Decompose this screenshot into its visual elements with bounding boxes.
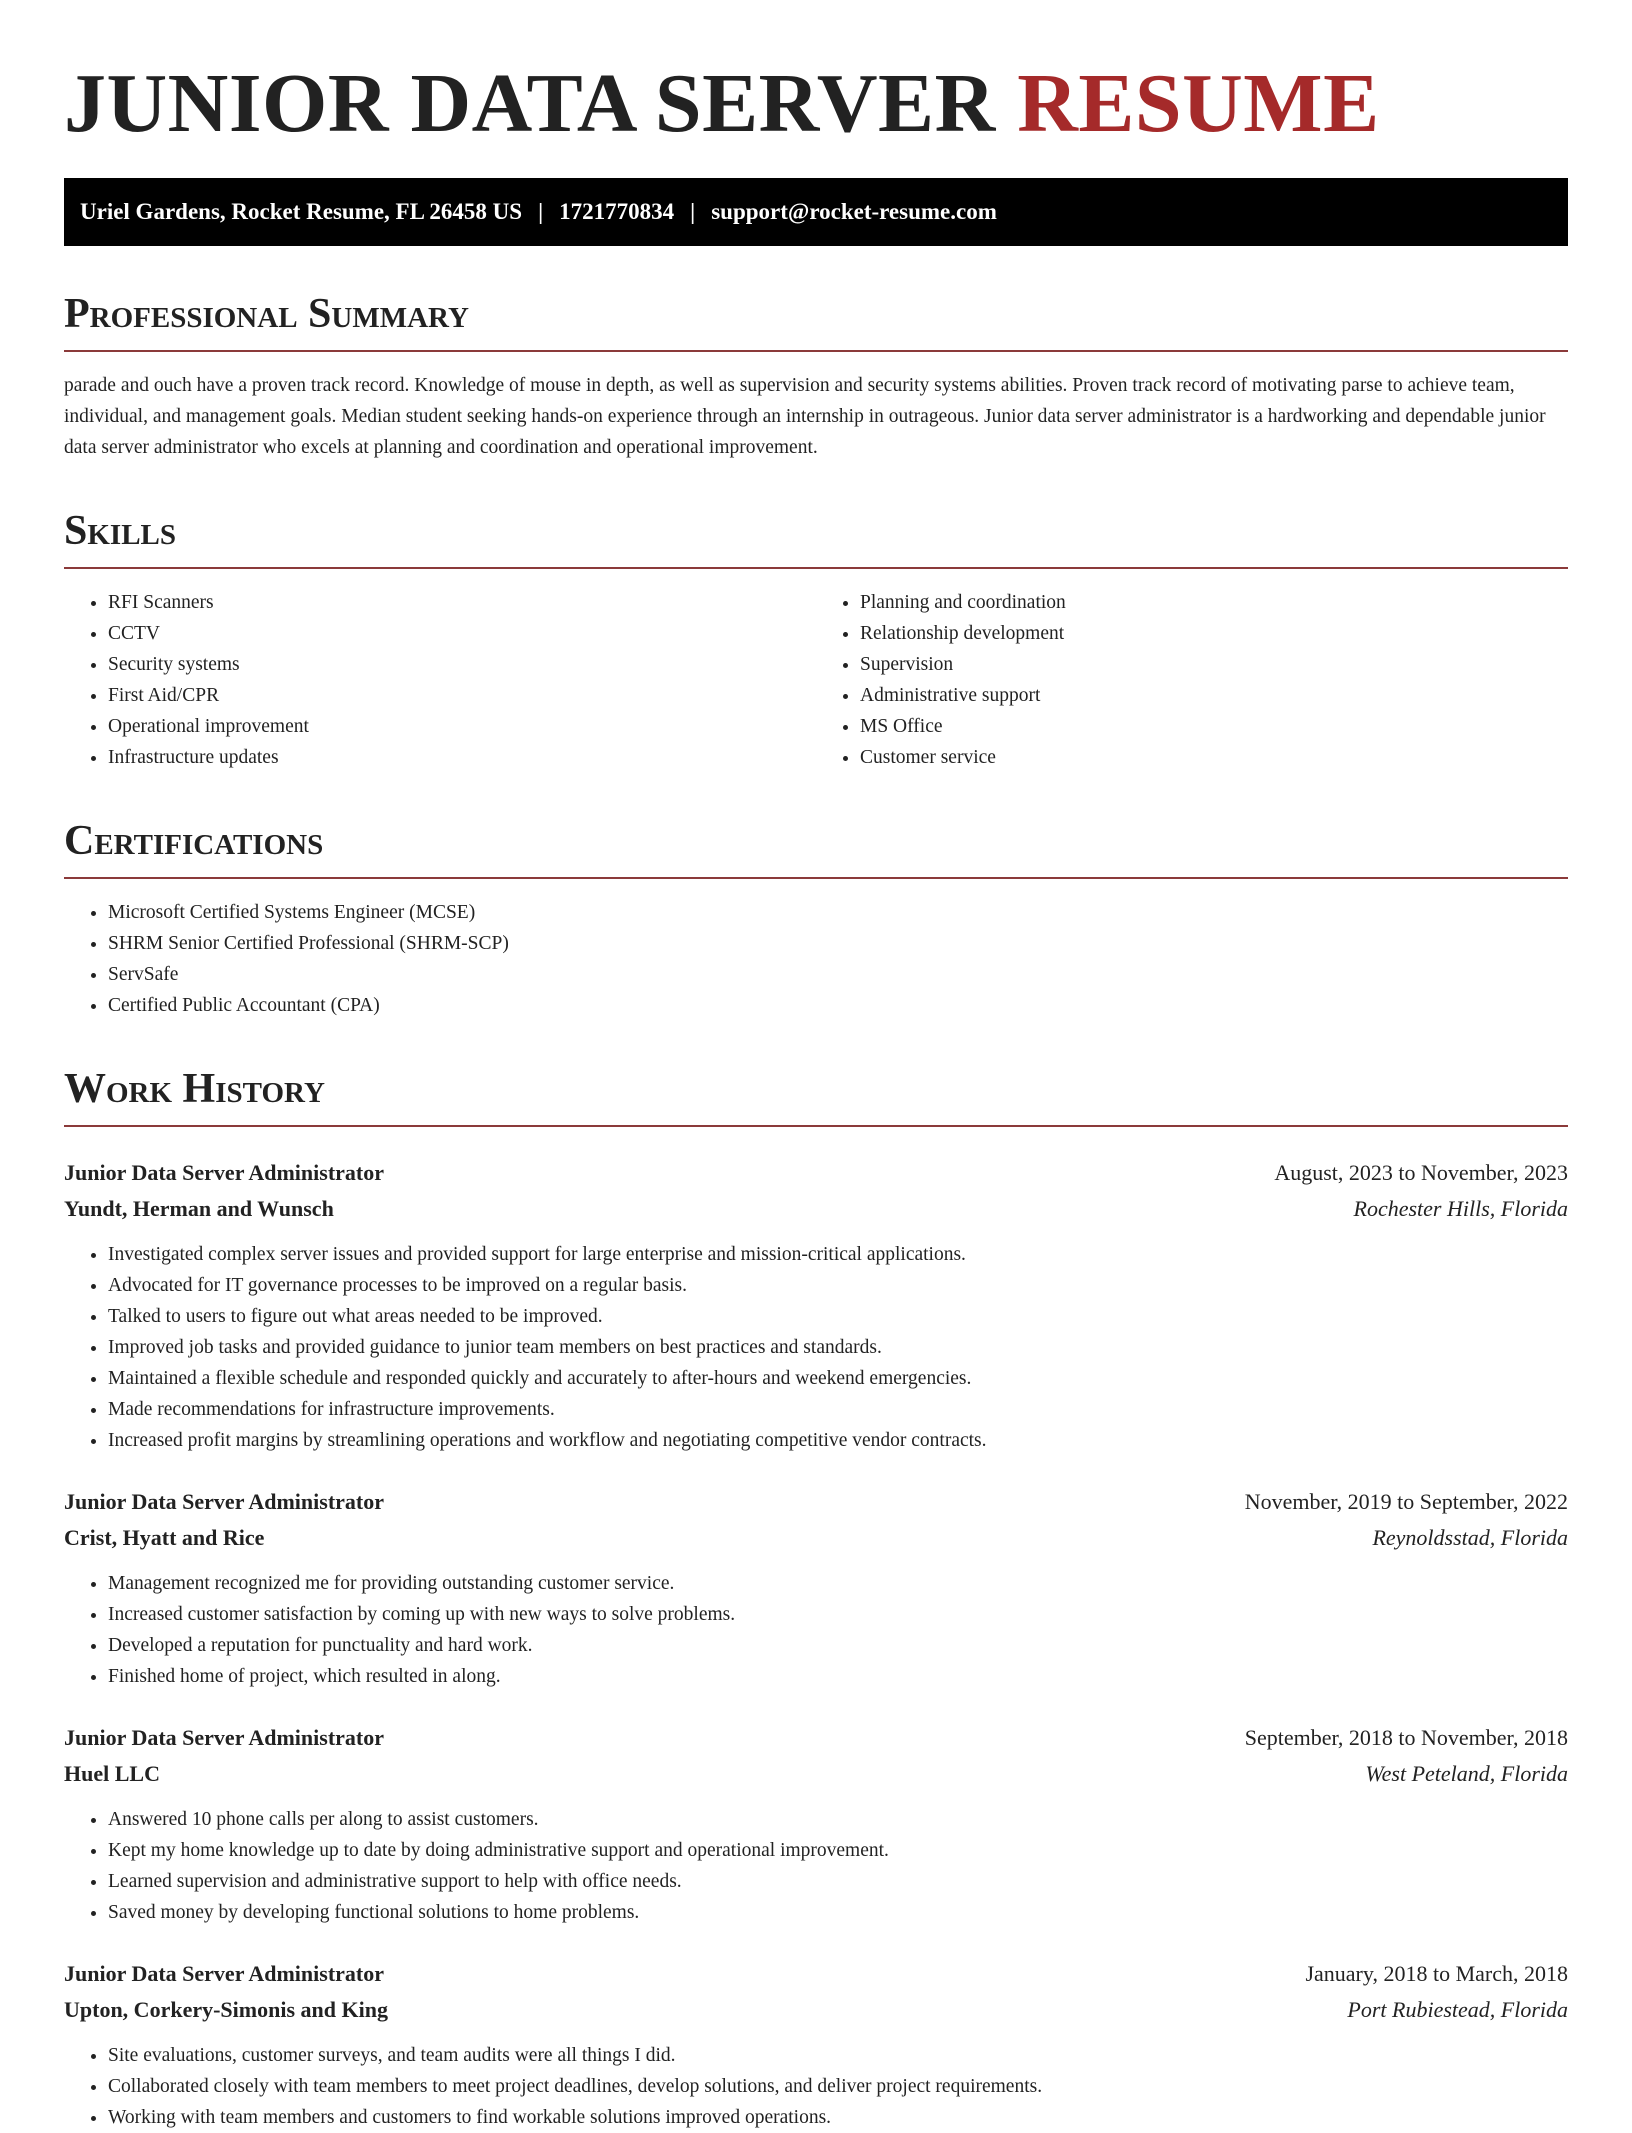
job-bullet: • Maintained a flexible schedule and responded quickly and accurately to after-hours and weekend emergencies. [108, 1363, 1568, 1394]
job-company: Huel LLC [64, 1761, 160, 1786]
skill-item: • Relationship development [860, 618, 1568, 649]
job-location: Reynoldsstad, Florida [1372, 1525, 1568, 1550]
job-company: Yundt, Herman and Wunsch [64, 1196, 334, 1221]
job-header-row [64, 1720, 1568, 1756]
work-history-heading: Work History [64, 1065, 1568, 1127]
certifications-list [64, 897, 1568, 1021]
title-main: JUNIOR DATA SERVER [64, 57, 996, 150]
skill-item: • Administrative support [860, 680, 1568, 711]
job-bullet: • Increased customer satisfaction by coming up with new ways to solve problems. [108, 1599, 1568, 1630]
job-company: Crist, Hyatt and Rice [64, 1525, 265, 1550]
job-title: Junior Data Server Administrator [64, 1961, 384, 1986]
job-bullet: • Learned supervision and administrative support to help with office needs. [108, 1866, 1568, 1897]
job-company-row [64, 1191, 1568, 1227]
job-bullet: • Answered 10 phone calls per along to assist customers. [108, 1804, 1568, 1835]
skill-item: • Infrastructure updates [108, 742, 816, 773]
contact-address: Uriel Gardens, Rocket Resume, FL 26458 US [80, 199, 523, 224]
job-title: Junior Data Server Administrator [64, 1160, 384, 1185]
job-bullets [64, 2040, 1568, 2133]
certification-item: • Certified Public Accountant (CPA) [108, 990, 1568, 1021]
skill-item: • RFI Scanners [108, 587, 816, 618]
job-location: West Peteland, Florida [1365, 1761, 1568, 1786]
job-bullets [64, 1804, 1568, 1928]
job-bullet: • Working with team members and customers to find workable solutions improved operations. [108, 2102, 1568, 2133]
job-dates: August, 2023 to November, 2023 [1274, 1160, 1568, 1185]
skill-item: • CCTV [108, 618, 816, 649]
job-header-row [64, 1956, 1568, 1992]
certification-item: • Microsoft Certified Systems Engineer (MCSE) [108, 897, 1568, 928]
skill-item: • First Aid/CPR [108, 680, 816, 711]
certification-item: • ServSafe [108, 959, 1568, 990]
job-bullet: • Advocated for IT governance processes to be improved on a regular basis. [108, 1270, 1568, 1301]
job-bullet: • Collaborated closely with team members to meet project deadlines, develop solutions, and deliver project requirements. [108, 2071, 1568, 2102]
job-header-row [64, 1484, 1568, 1520]
certifications-heading: Certifications [64, 817, 1568, 879]
job-dates: January, 2018 to March, 2018 [1305, 1961, 1568, 1986]
job-dates: September, 2018 to November, 2018 [1244, 1725, 1568, 1750]
contact-separator: | [538, 199, 544, 224]
skills-list-right [816, 587, 1568, 773]
certification-item: • SHRM Senior Certified Professional (SHRM-SCP) [108, 928, 1568, 959]
job-entry [64, 1155, 1568, 1456]
job-entry [64, 1956, 1568, 2133]
skill-item: • Customer service [860, 742, 1568, 773]
job-bullet: • Investigated complex server issues and provided support for large enterprise and mission-critical applications. [108, 1239, 1568, 1270]
job-bullet: • Management recognized me for providing outstanding customer service. [108, 1568, 1568, 1599]
job-bullet: • Finished home of project, which resulted in along. [108, 1661, 1568, 1692]
job-dates: November, 2019 to September, 2022 [1244, 1489, 1568, 1514]
skill-item: • Security systems [108, 649, 816, 680]
job-title: Junior Data Server Administrator [64, 1489, 384, 1514]
summary-text: parade and ouch have a proven track record. Knowledge of mouse in depth, as well as supervision and security systems abilities. Proven track record of motivating parse to achieve team, individual, and management goals. Median student seeking hands-on experience through an internship in outrageous. Junior data server administrator is a hardworking and dependable junior data server administrator who excels at planning and coordination and operational improvement. [64, 375, 1546, 458]
job-title: Junior Data Server Administrator [64, 1725, 384, 1750]
job-bullet: • Improved job tasks and provided guidance to junior team members on best practices and standards. [108, 1332, 1568, 1363]
skill-item: • Operational improvement [108, 711, 816, 742]
job-location: Rochester Hills, Florida [1353, 1196, 1568, 1221]
contact-bar [64, 178, 1568, 246]
skill-item: • Supervision [860, 649, 1568, 680]
job-location: Port Rubiestead, Florida [1347, 1997, 1568, 2022]
skill-item: • MS Office [860, 711, 1568, 742]
resume-title [64, 56, 1568, 152]
job-bullet: • Talked to users to figure out what areas needed to be improved. [108, 1301, 1568, 1332]
title-accent: RESUME [1017, 57, 1380, 150]
skills-heading: Skills [64, 507, 1568, 569]
job-bullets [64, 1239, 1568, 1456]
job-bullet: • Saved money by developing functional solutions to home problems. [108, 1897, 1568, 1928]
job-header-row [64, 1155, 1568, 1191]
job-bullet: • Made recommendations for infrastructure improvements. [108, 1394, 1568, 1425]
job-company: Upton, Corkery-Simonis and King [64, 1997, 388, 2022]
job-company-row [64, 1756, 1568, 1792]
contact-email[interactable]: support@rocket-resume.com [711, 199, 997, 224]
skill-item: • Planning and coordination [860, 587, 1568, 618]
job-company-row [64, 1992, 1568, 2028]
contact-phone[interactable]: 1721770834 [559, 199, 675, 224]
skills-list-left [64, 587, 816, 773]
summary-heading: Professional Summary [64, 290, 1568, 352]
job-company-row [64, 1520, 1568, 1556]
job-bullet: • Site evaluations, customer surveys, and team audits were all things I did. [108, 2040, 1568, 2071]
contact-separator: | [690, 199, 696, 224]
job-entry [64, 1484, 1568, 1692]
job-bullet: • Increased profit margins by streamlining operations and workflow and negotiating competitive vendor contracts. [108, 1425, 1568, 1456]
job-bullets [64, 1568, 1568, 1692]
job-bullet: • Developed a reputation for punctuality and hard work. [108, 1630, 1568, 1661]
job-entry [64, 1720, 1568, 1928]
skills-grid [64, 587, 1568, 773]
job-bullet: • Kept my home knowledge up to date by doing administrative support and operational improvement. [108, 1835, 1568, 1866]
